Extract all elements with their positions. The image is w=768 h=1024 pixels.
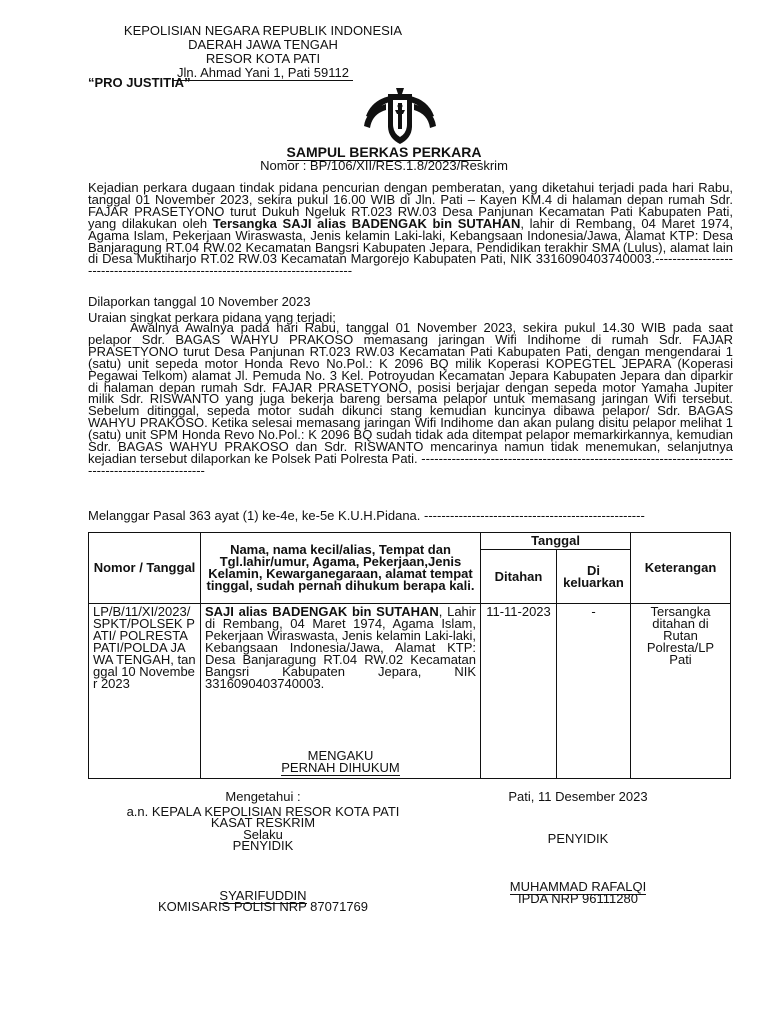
letterhead-line2: DAERAH JAWA TENGAH <box>188 37 338 52</box>
pro-justitia: “PRO JUSTITIA” <box>88 75 191 90</box>
letterhead-line1: KEPOLISIAN NEGARA REPUBLIK INDONESIA <box>123 23 403 38</box>
signer-right-rank: IPDA NRP 96111280 <box>518 890 638 906</box>
summary-label: Uraian singkat perkara pidana yang terjadi; <box>88 310 336 325</box>
mengetahui-label: Mengetahui : <box>225 789 301 804</box>
police-emblem-icon <box>360 86 440 146</box>
header-nomor: Nomor / Tanggal <box>89 533 201 604</box>
suspect-name: Tersangka SAJI alias BADENGAK bin SUTAHAN <box>212 215 521 231</box>
signature-left <box>88 791 438 913</box>
letterhead-line3: RESOR KOTA PATI <box>205 51 321 66</box>
cell-nomor: LP/B/11/XI/2023/SPKT/POLSEK PATI/ POLRESTA PATI/POLDA JAWA TENGAH, tanggal 10 November 2023 <box>89 604 201 779</box>
table-row <box>89 604 731 779</box>
signer-left-name: SYARIFUDDIN <box>219 887 307 903</box>
mengaku-label: MENGAKU <box>307 748 374 763</box>
summary-paragraph: Awalnya Awalnya pada hari Rabu, tanggal 01 November 2023, sekira pukul 14.30 WIB pada saat pelapor Sdr. BAGAS WAHYU PRAKOSO memasang jaringan Wifi Indihome di rumah Sdr. FAJAR PRASETYONO turut Desa Panjunan RT.023 RW.03 Kecamatan Pati Kabupaten Pati, dengan mengendarai 1 (satu) unit sepeda motor Honda Revo No.Pol.: K 2096 BQ milik Koperasi KOPEGTEL JEPARA (Koperasi Pegawai Telkom) alamat Jl. Pemuda No. 3 Kel. Potroyudan Kecamatan Jepara Kabupaten Jepara dan diparkir di halaman depan rumah Sdr. FAJAR PRASETYONO, posisi berjajar dengan sepeda motor Yamaha Jupiter milik Sdr. RISWANTO yang juga bekerja bareng bersama pelapor untuk memasang jaringan Wifi tersebut. Sebelum ditinggal, sepeda motor sudah dikunci stang kemudian kuncinya dibawa pelapor/ Sdr. BAGAS WAHYU PRAKOSO. Ketika selesai memasang jaringan Wifi Indihome dan akan pulang disitu pelapor melihat 1 (satu) unit SPM Honda Revo No.Pol.: K 2096 BQ sudah tidak ada ditempat pelapor memarkirkannya, kemudian Sdr. BAGAS WAHYU PRAKOSO dan Sdr. RISWANTO mencarinya namun tidak menemukan, selanjutnya kejadian tersebut dilaporkan ke Polsek Pati Polresta Pati. --------------------------------------------------------------------------------------------------- <box>88 320 733 478</box>
document-number: Nomor : BP/106/XII/RES.1.8/2023/Reskrim <box>260 158 508 173</box>
an-kapolres-label: a.n. KEPALA KEPOLISIAN RESOR KOTA PATI <box>126 803 400 819</box>
penyidik-right-label: PENYIDIK <box>547 830 609 846</box>
header-ditahan: Ditahan <box>481 550 557 604</box>
cell-nama: SAJI alias BADENGAK bin SUTAHAN, Lahir di Rembang, 04 Maret 1974, Agama Islam, Pekerjaan Wiraswasta, Jenis kelamin Laki-laki, Kebangsaan Indonesia/Jawa, Alamat KTP: Desa Banjaragung RT.04 RW.02 Kecamatan Bangsri Kabupaten Jepara, NIK 3316090403740003. MENGAKU PERNAH DIHUKUM <box>201 604 481 779</box>
header-dikeluarkan: Di keluarkan <box>557 550 631 604</box>
penyidik-left-label: PENYIDIK <box>232 838 294 853</box>
signer-right-name: MUHAMMAD RAFALQI <box>509 879 647 894</box>
document-title: SAMPUL BERKAS PERKARA <box>286 144 482 160</box>
signer-left-rank: KOMISARIS POLISI NRP 87071769 <box>157 899 369 914</box>
signature-right <box>488 791 668 904</box>
header-keterangan: Keterangan <box>631 533 731 604</box>
article-violation: Melanggar Pasal 363 ayat (1) ke-4e, ke-5e K.U.H.Pidana. --------------------------------------------------- <box>88 508 645 523</box>
letterhead <box>88 24 438 81</box>
pernah-dihukum-label: PERNAH DIHUKUM <box>281 760 400 775</box>
cell-dikeluarkan: - <box>557 604 631 779</box>
report-date: Dilaporkan tanggal 10 November 2023 <box>88 294 311 309</box>
kasat-label: KASAT RESKRIM <box>210 815 316 830</box>
header-nama: Nama, nama kecil/alias, Tempat dan Tgl.lahir/umur, Agama, Pekerjaan,Jenis Kelamin, Kewarganegaraan, alamat tempat tinggal, sudah pernah dihukum berapa kali. <box>201 533 481 604</box>
case-table <box>88 532 731 779</box>
header-tanggal: Tanggal <box>481 533 631 550</box>
intro-paragraph: Kejadian perkara dugaan tindak pidana pencurian dengan pemberatan, yang diketahui terjadi pada hari Rabu, tanggal 01 November 2023, sekira pukul 16.00 WIB di Jln. Pati – Kayen KM.4 di halaman depan rumah Sdr. FAJAR PRASETYONO turut Dukuh Ngeluk RT.023 RW.03 Desa Panjunan Kecamatan Pati Kabupaten Pati, yang dilakukan oleh Tersangka SAJI alias BADENGAK bin SUTAHAN, lahir di Rembang, 04 Maret 1974, Agama Islam, Pekerjaan Wiraswasta, Jenis kelamin Laki-laki, Kebangsaan Indonesia/Jawa, Alamat KTP: Desa Banjaragung RT.04 RW.02 Kecamatan Bangsri Kabupaten Jepara, Pendidikan terakhir SMA (Lulus), alamat lain di Desa Muktiharjo RT.02 RW.03 Kecamatan Margorejo Kabupaten Pati, NIK 3316090403740003.------------------------------------------------------------------------------- <box>88 180 733 279</box>
place-date: Pati, 11 Desember 2023 <box>508 789 648 804</box>
cell-keterangan: Tersangka ditahan di Rutan Polresta/LP Pati <box>631 604 731 779</box>
cell-ditahan: 11-11-2023 <box>481 604 557 779</box>
letterhead-address: Jln. Ahmad Yani 1, Pati 59112 <box>173 66 353 81</box>
selaku-label: Selaku <box>243 826 283 842</box>
